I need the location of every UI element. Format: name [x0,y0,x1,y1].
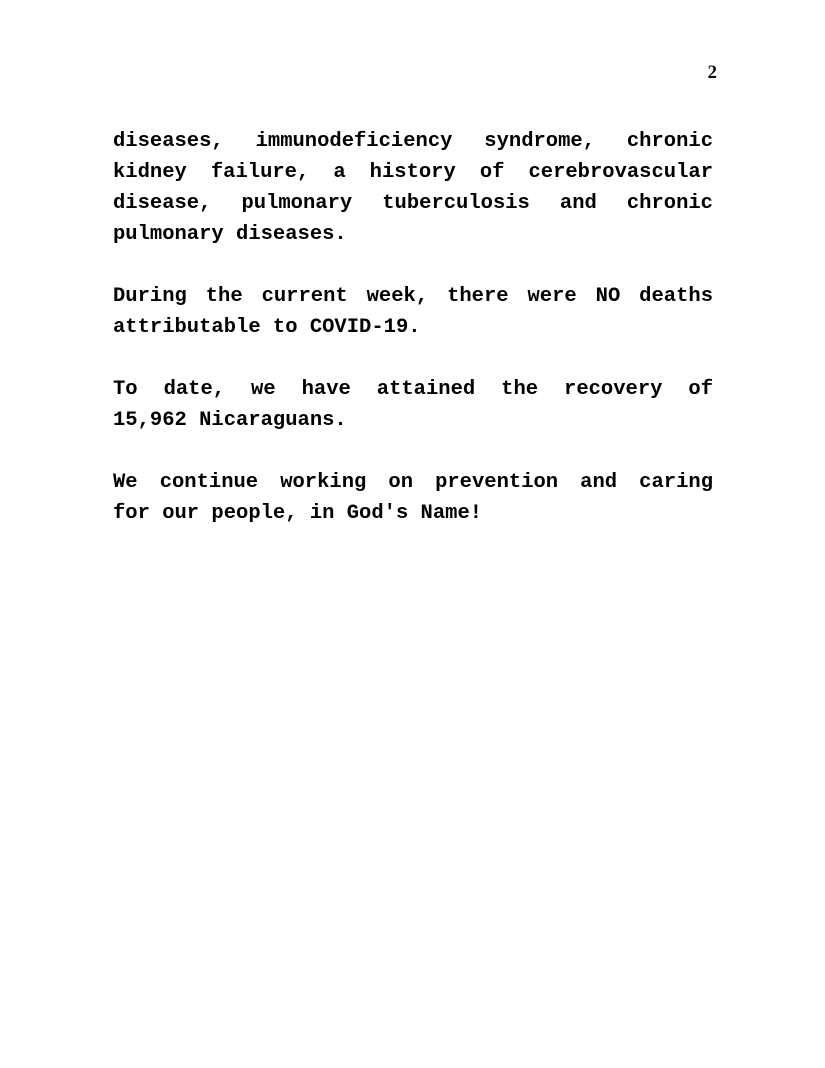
text-line: 15,962 Nicaraguans. [113,409,347,432]
text-line: attributable to COVID-19. [113,316,421,339]
text-line: diseases, immunodeficiency syndrome, chronic [113,130,713,153]
text-line: pulmonary diseases. [113,223,347,246]
paragraph-closing [113,467,713,529]
paragraph-deaths [113,281,713,343]
text-line: During the current week, there were NO deaths [113,285,713,308]
text-line: disease, pulmonary tuberculosis and chronic [113,192,713,215]
page-number: 2 [707,62,717,83]
paragraph-conditions [113,126,713,250]
text-line: for our people, in God's Name! [113,502,483,525]
text-line: To date, we have attained the recovery of [113,378,713,401]
text-line: kidney failure, a history of cerebrovascular [113,161,713,184]
document-body [113,126,713,529]
text-line: We continue working on prevention and caring [113,471,713,494]
paragraph-recoveries [113,374,713,436]
